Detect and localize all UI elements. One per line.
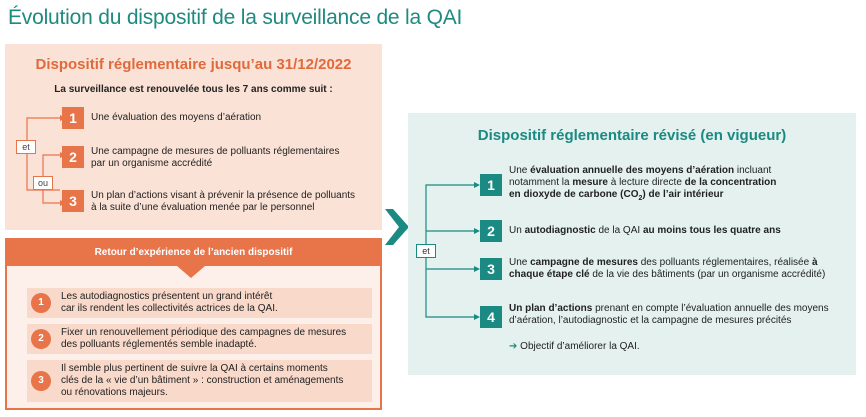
new-item-2-number: 2: [480, 220, 502, 242]
connector-et-tag: et: [16, 140, 36, 154]
retour-item-3-line3: ou rénovations majeurs.: [61, 387, 168, 398]
objective-text: Objectif d’améliorer la QAI.: [520, 341, 640, 352]
retour-item-3-line2: clés de la « vie d’un bâtiment » : construction et aménagements: [61, 375, 344, 386]
new-item-2-text: Un autodiagnostic de la QAI au moins tous les quatre ans: [509, 225, 781, 236]
retour-item-1-line1: Les autodiagnostics présentent un grand intérêt: [61, 291, 273, 302]
retour-heading: Retour d’expérience de l’ancien dispositif: [7, 240, 380, 266]
retour-experience-panel: [5, 238, 382, 410]
new-dispositif-panel: [408, 113, 856, 375]
connector-ou-tag: ou: [33, 176, 53, 190]
new-connector-et-tag: et: [416, 244, 436, 258]
retour-item-1-number: 1: [31, 293, 51, 313]
new-item-3-text: Une campagne de mesures des polluants réglementaires, réalisée à chaque étape clé de la vie des bâtiments (par un organisme accrédité): [509, 257, 826, 280]
old-item-3-number: 3: [62, 190, 84, 212]
arrow-right-icon: ➔: [509, 341, 518, 352]
old-item-1-text: Une évaluation des moyens d’aération: [91, 112, 262, 123]
new-item-3-number: 3: [480, 258, 502, 280]
new-item-4-number: 4: [480, 306, 502, 328]
old-item-3-text: Un plan d’actions visant à prévenir la présence de polluants à la suite d’une évaluation menée par le personnel: [91, 190, 356, 213]
retour-down-arrow-icon: [177, 266, 205, 278]
old-dispositif-subheading: La surveillance est renouvelée tous les 7 ans comme suit :: [54, 84, 333, 95]
retour-item-3-number: 3: [31, 371, 51, 391]
retour-item-2-line2: des polluants réglementés semble inadapté.: [61, 339, 257, 350]
retour-item-1-line2: car ils rendent les collectivités actrices de la QAI.: [61, 303, 278, 314]
retour-item-2: [27, 324, 372, 354]
objective-note: [509, 341, 640, 353]
new-dispositif-heading: Dispositif réglementaire révisé (en vigueur): [477, 127, 787, 144]
new-item-4-text: Un plan d’actions prenant en compte l’évaluation annuelle des moyens d’aération, l’autodiagnostic et la campagne de mesures précités: [509, 303, 829, 326]
retour-item-3: [27, 360, 372, 402]
retour-item-1: [27, 288, 372, 318]
old-item-2-number: 2: [62, 146, 84, 168]
old-item-2-text: Une campagne de mesures de polluants réglementaires par un organisme accrédité: [91, 146, 340, 169]
old-item-1-number: 1: [62, 107, 84, 129]
retour-item-3-line1: Il semble plus pertinent de suivre la QAI à certains moments: [61, 363, 328, 374]
page-title: Évolution du dispositif de la surveillance de la QAI: [8, 6, 463, 29]
old-dispositif-heading: Dispositif réglementaire jusqu’au 31/12/2022: [35, 56, 352, 73]
new-item-1-text: Une évaluation annuelle des moyens d’aération incluant notamment la mesure à lecture directe de la concentration en dioxyde de carbone $(CO_2)$ de l’air intérieur: [509, 165, 777, 202]
retour-item-2-line1: Fixer un renouvellement périodique des campagnes de mesures: [61, 327, 347, 338]
new-item-1-number: 1: [480, 174, 502, 196]
old-dispositif-panel: [5, 44, 382, 230]
retour-item-2-number: 2: [31, 329, 51, 349]
